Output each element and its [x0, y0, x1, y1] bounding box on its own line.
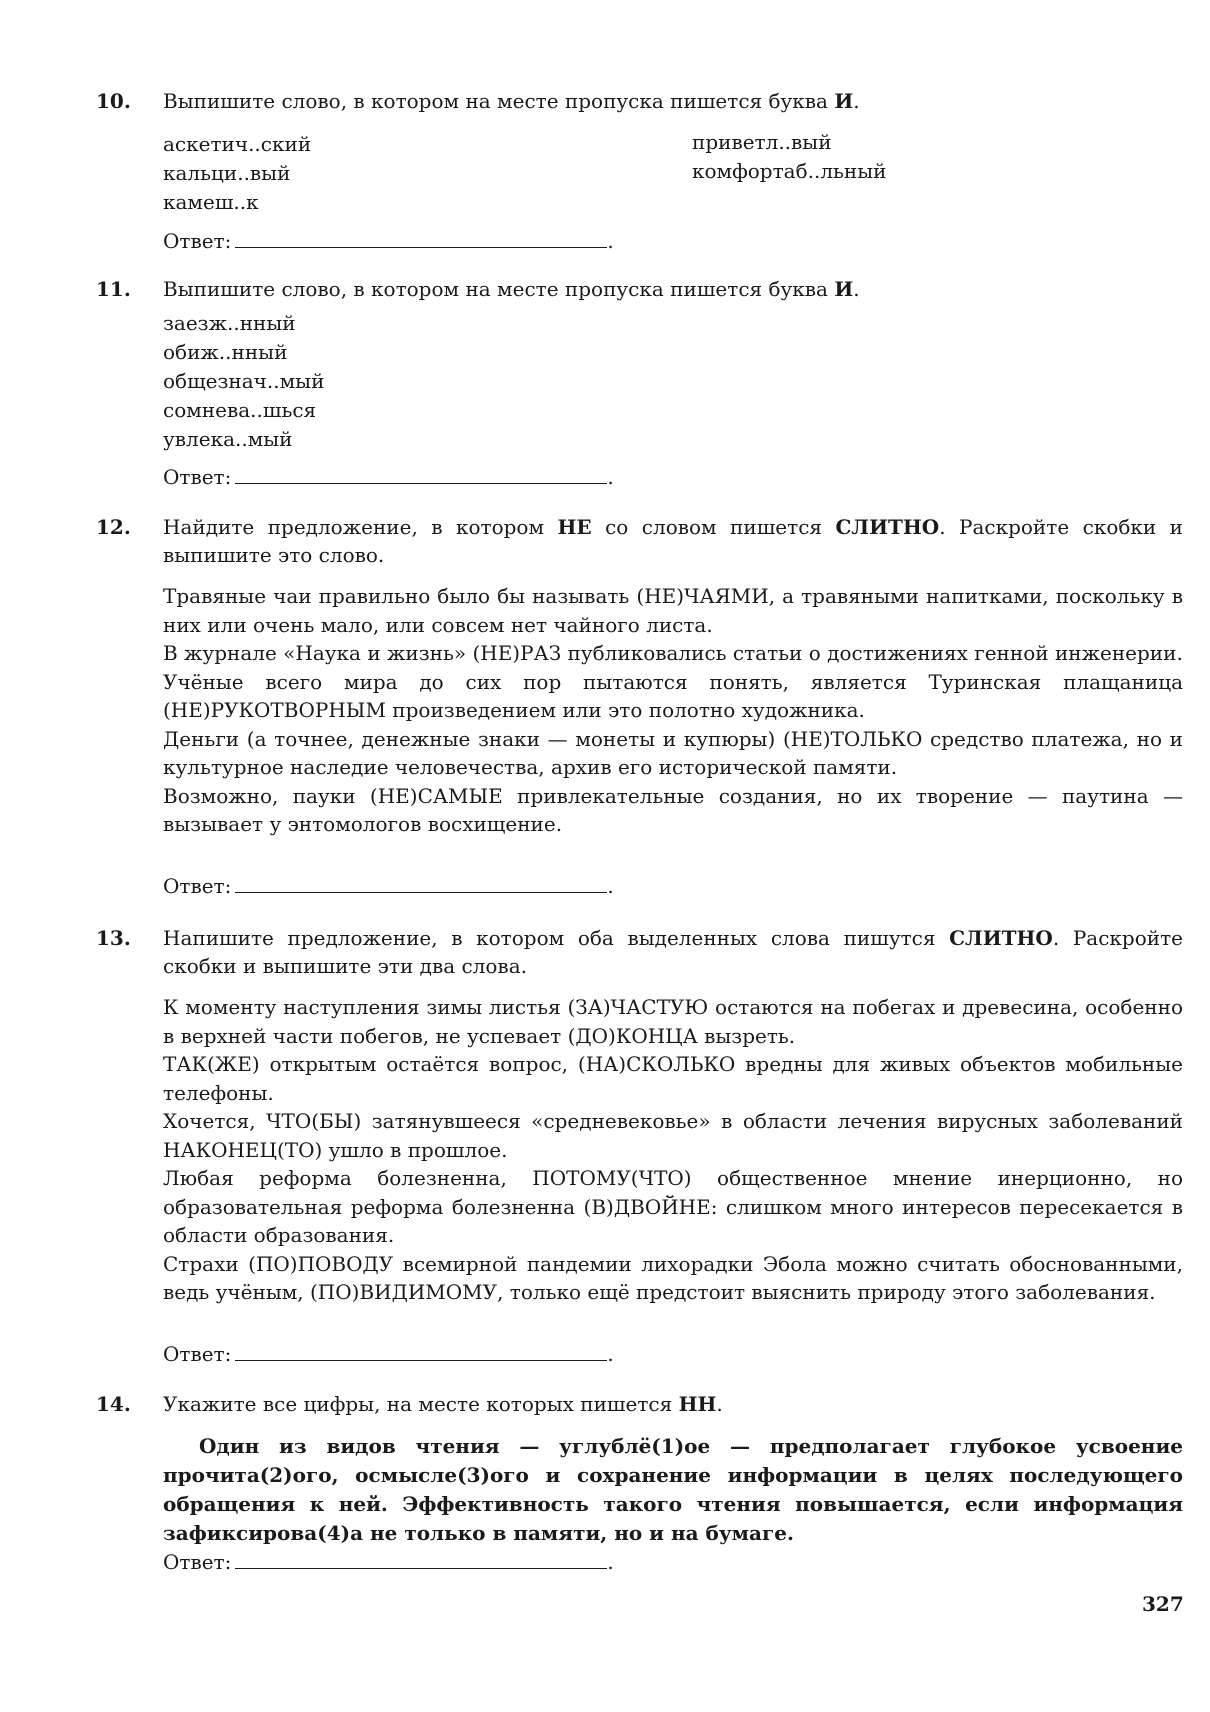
answer-row: Ответ: . — [163, 1550, 614, 1574]
prompt-letter: И — [834, 277, 854, 301]
sentence: Любая реформа болезненна, ПОТОМУ(ЧТО) общественное мнение инерционно, но образовательная реформа болезненна (В)ДВОЙНЕ: слишком много интересов пересекается в области образования. — [163, 1166, 1183, 1247]
options-list — [163, 309, 324, 454]
sentence: Травяные чаи правильно было бы называть (НЕ)ЧАЯМИ, а травяными напитками, поскольку в них или очень мало, или совсем нет чайного листа. — [163, 584, 1183, 637]
option: увлека..мый — [163, 427, 293, 451]
options-right — [692, 128, 887, 186]
option: аскетич..ский — [163, 132, 312, 156]
prompt-text-end: . — [853, 277, 860, 301]
sentence: Учёные всего мира до сих пор пытаются понять, является Туринская плащаница (НЕ)РУКОТВОРНЫМ произведением или это полотно художника. — [163, 669, 1183, 722]
sentences — [163, 582, 1183, 839]
prompt-text-end: . — [853, 89, 860, 113]
question-number: 12. — [96, 515, 131, 539]
answer-field[interactable] — [235, 1340, 607, 1361]
question-prompt — [163, 275, 1183, 303]
answer-row: Ответ: . — [163, 465, 614, 489]
passage: Один из видов чтения — углублё(1)ое — предполагает глубокое усвоение прочита(2)ого, осмысле(3)ого и сохранение информации в целях последующего обращения к ней. Эффективность такого чтения повышается, если информация зафиксирова(4)а не только в памяти, но и на бумаге. — [163, 1434, 1183, 1545]
prompt-text: Напишите предложение, в котором оба выделенных слова пишутся — [163, 926, 950, 950]
sentence: Деньги (а точнее, денежные знаки — монеты и купюры) (НЕ)ТОЛЬКО средство платежа, но и культурное наследие человечества, архив его исторической памяти. — [163, 726, 1183, 779]
answer-field[interactable] — [235, 1548, 607, 1569]
answer-label: Ответ: — [163, 465, 232, 489]
sentence: В журнале «Наука и жизнь» (НЕ)РАЗ публиковались статьи о достижениях генной инженерии. — [163, 641, 1183, 665]
prompt-ne: НЕ — [557, 515, 592, 539]
question-number: 14. — [96, 1392, 131, 1416]
answer-label: Ответ: — [163, 874, 232, 898]
prompt-text-end: . Раскройте скобки и выпишите эти два слова. — [163, 926, 1183, 978]
question-number: 10. — [96, 89, 131, 113]
question-prompt — [163, 1390, 1183, 1418]
sentence: Возможно, пауки (НЕ)САМЫЕ привлекательные создания, но их творение — паутина — вызывает у энтомологов восхищение. — [163, 783, 1183, 836]
sentence: К моменту наступления зимы листья (ЗА)ЧАСТУЮ остаются на побегах и древесина, особенно в верхней части побегов, не успевает (ДО)КОНЦА вызреть. — [163, 995, 1183, 1048]
question-number: 13. — [96, 926, 131, 950]
question-number: 11. — [96, 277, 131, 301]
prompt-slitno: СЛИТНО — [835, 515, 940, 539]
option: заезж..нный — [163, 311, 296, 335]
question-prompt — [163, 513, 1183, 569]
answer-field[interactable] — [235, 227, 607, 248]
answer-row: Ответ: . — [163, 229, 614, 253]
page-number: 327 — [1142, 1592, 1184, 1616]
answer-label: Ответ: — [163, 1550, 232, 1574]
option: камеш..к — [163, 190, 259, 214]
prompt-text: Найдите предложение, в котором — [163, 515, 558, 539]
sentence: Страхи (ПО)ПОВОДУ всемирной пандемии лихорадки Эбола можно считать обоснованными, ведь учёным, (ПО)ВИДИМОМУ, только ещё предстоит выяснить природу этого заболевания. — [163, 1251, 1183, 1304]
answer-label: Ответ: — [163, 229, 232, 253]
prompt-text: Укажите все цифры, на месте которых пишется — [163, 1392, 679, 1416]
prompt-nn: НН — [678, 1392, 717, 1416]
option: кальци..вый — [163, 161, 291, 185]
option: комфортаб..льный — [692, 159, 887, 183]
question-prompt — [163, 924, 1183, 980]
answer-field[interactable] — [235, 463, 607, 484]
option: приветл..вый — [692, 130, 832, 154]
prompt-text-end: . — [716, 1392, 723, 1416]
answer-label: Ответ: — [163, 1342, 232, 1366]
options-left — [163, 130, 311, 217]
prompt-text-end: . Раскройте скобки и выпишите это слово. — [163, 515, 1184, 567]
question-prompt — [163, 87, 1183, 115]
option: общезнач..мый — [163, 369, 325, 393]
sentence: ТАК(ЖЕ) открытым остаётся вопрос, (НА)СКОЛЬКО вредны для живых объектов мобильные телефоны. — [163, 1052, 1183, 1105]
option: обиж..нный — [163, 340, 288, 364]
answer-row: Ответ: . — [163, 1342, 614, 1366]
answer-row: Ответ: . — [163, 874, 614, 898]
prompt-slitno: СЛИТНО — [949, 926, 1053, 950]
prompt-text: Выпишите слово, в котором на месте пропуска пишется буква — [163, 89, 835, 113]
prompt-text-mid: со словом пишется — [591, 515, 836, 539]
sentence: Хочется, ЧТО(БЫ) затянувшееся «средневековье» в области лечения вирусных заболеваний НАКОНЕЦ(ТО) ушло в прошлое. — [163, 1109, 1183, 1162]
answer-field[interactable] — [235, 872, 607, 893]
option: сомнева..шься — [163, 398, 317, 422]
sentences — [163, 993, 1183, 1307]
prompt-text: Выпишите слово, в котором на месте пропуска пишется буква — [163, 277, 835, 301]
prompt-letter: И — [834, 89, 854, 113]
